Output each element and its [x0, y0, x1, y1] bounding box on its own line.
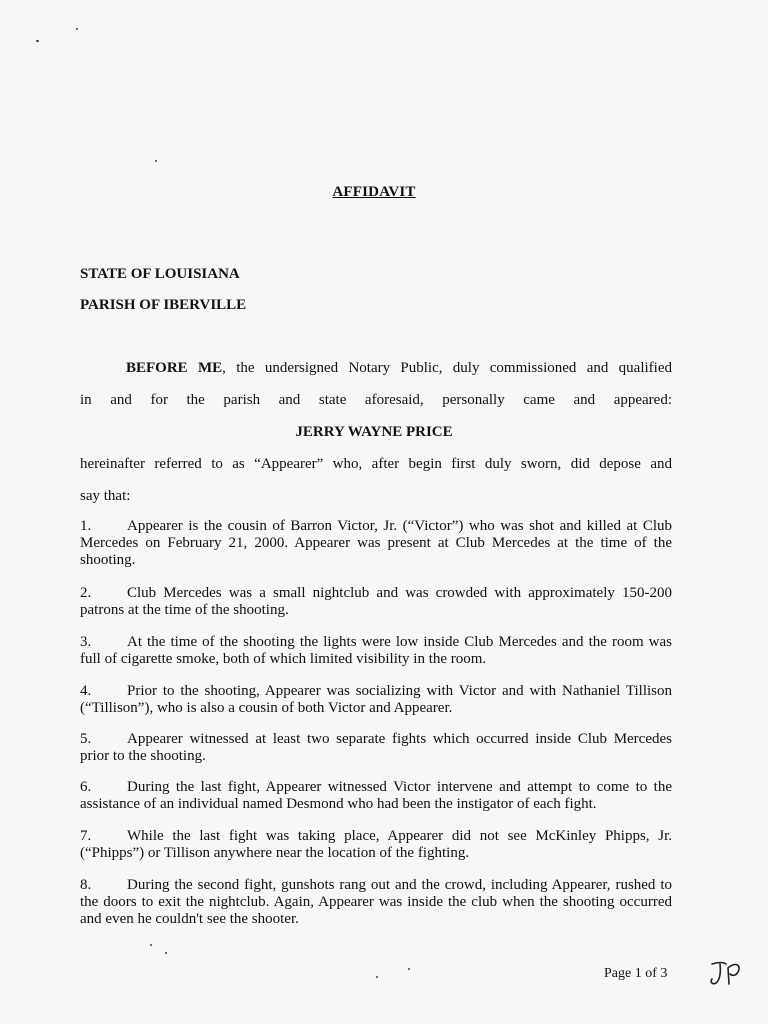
paragraph-text: At the time of the shooting the lights were low inside Club Mercedes and the room was full of cigarette smoke, both of which limited visibility in the room.: [80, 634, 672, 667]
paragraph-text: Appearer is the cousin of Barron Victor, Jr. (“Victor”) who was shot and killed at Club Mercedes on February 21, 2000. Appearer was present at Club Mercedes at the time of the shooting.: [80, 518, 672, 568]
intro-line-1: [80, 360, 672, 377]
scan-speck: [150, 944, 152, 946]
paragraph-text: While the last fight was taking place, Appearer did not see McKinley Phipps, Jr. (“Phipps”) or Tillison anywhere near the location of the fighting.: [80, 828, 672, 861]
paragraph-3: [80, 634, 672, 668]
scan-speck: [408, 968, 410, 970]
paragraph-number: 3.: [80, 634, 92, 650]
paragraph-number: 2.: [80, 585, 92, 601]
paragraph-2: [80, 585, 672, 619]
page-number: Page 1 of 3: [604, 966, 668, 981]
paragraph-6: [80, 779, 672, 813]
paragraph-number: 7.: [80, 828, 92, 844]
intro-line-3: hereinafter referred to as “Appearer” who, after begin first duly sworn, did depose and: [80, 456, 672, 472]
paragraph-text: Appearer witnessed at least two separate fights which occurred inside Club Mercedes prior to the shooting.: [80, 731, 672, 764]
paragraph-8: [80, 877, 672, 928]
paragraph-number: 4.: [80, 683, 92, 699]
handwritten-initials: [706, 956, 746, 990]
paragraph-number: 1.: [80, 518, 92, 534]
paragraph-number: 6.: [80, 779, 92, 795]
scan-speck: [165, 952, 167, 954]
before-me-bold: BEFORE ME: [126, 360, 223, 376]
paragraph-7: [80, 828, 672, 862]
paragraph-4: [80, 683, 672, 717]
intro-line-1-rest: , the undersigned Notary Public, duly commissioned and qualified: [222, 360, 672, 376]
paragraph-number: 5.: [80, 731, 92, 747]
state-heading: STATE OF LOUISIANA: [80, 266, 240, 282]
intro-line-4: say that:: [80, 488, 131, 504]
scan-speck: [76, 28, 78, 30]
paragraph-number: 8.: [80, 877, 92, 893]
scan-speck: [36, 40, 39, 42]
intro-line-2: in and for the parish and state aforesaid, personally came and appeared:: [80, 392, 672, 408]
paragraph-text: During the second fight, gunshots rang out and the crowd, including Appearer, rushed to the doors to exit the nightclub. Again, Appearer was inside the club when the shooting occurred and even he couldn't see the shooter.: [80, 877, 672, 927]
paragraph-5: [80, 731, 672, 765]
document-title: AFFIDAVIT: [332, 184, 416, 200]
scan-speck: [376, 976, 378, 978]
paragraph-text: During the last fight, Appearer witnessed Victor intervene and attempt to come to the assistance of an individual named Desmond who had been the instigator of each fight.: [80, 779, 672, 812]
appearer-name: JERRY WAYNE PRICE: [295, 424, 453, 440]
paragraph-text: Club Mercedes was a small nightclub and was crowded with approximately 150-200 patrons at the time of the shooting.: [80, 585, 672, 618]
paragraph-1: [80, 518, 672, 569]
scan-speck: [155, 160, 157, 162]
parish-heading: PARISH OF IBERVILLE: [80, 297, 247, 313]
paragraph-text: Prior to the shooting, Appearer was socializing with Victor and with Nathaniel Tillison (“Tillison”), who is also a cousin of both Victor and Appearer.: [80, 683, 672, 716]
